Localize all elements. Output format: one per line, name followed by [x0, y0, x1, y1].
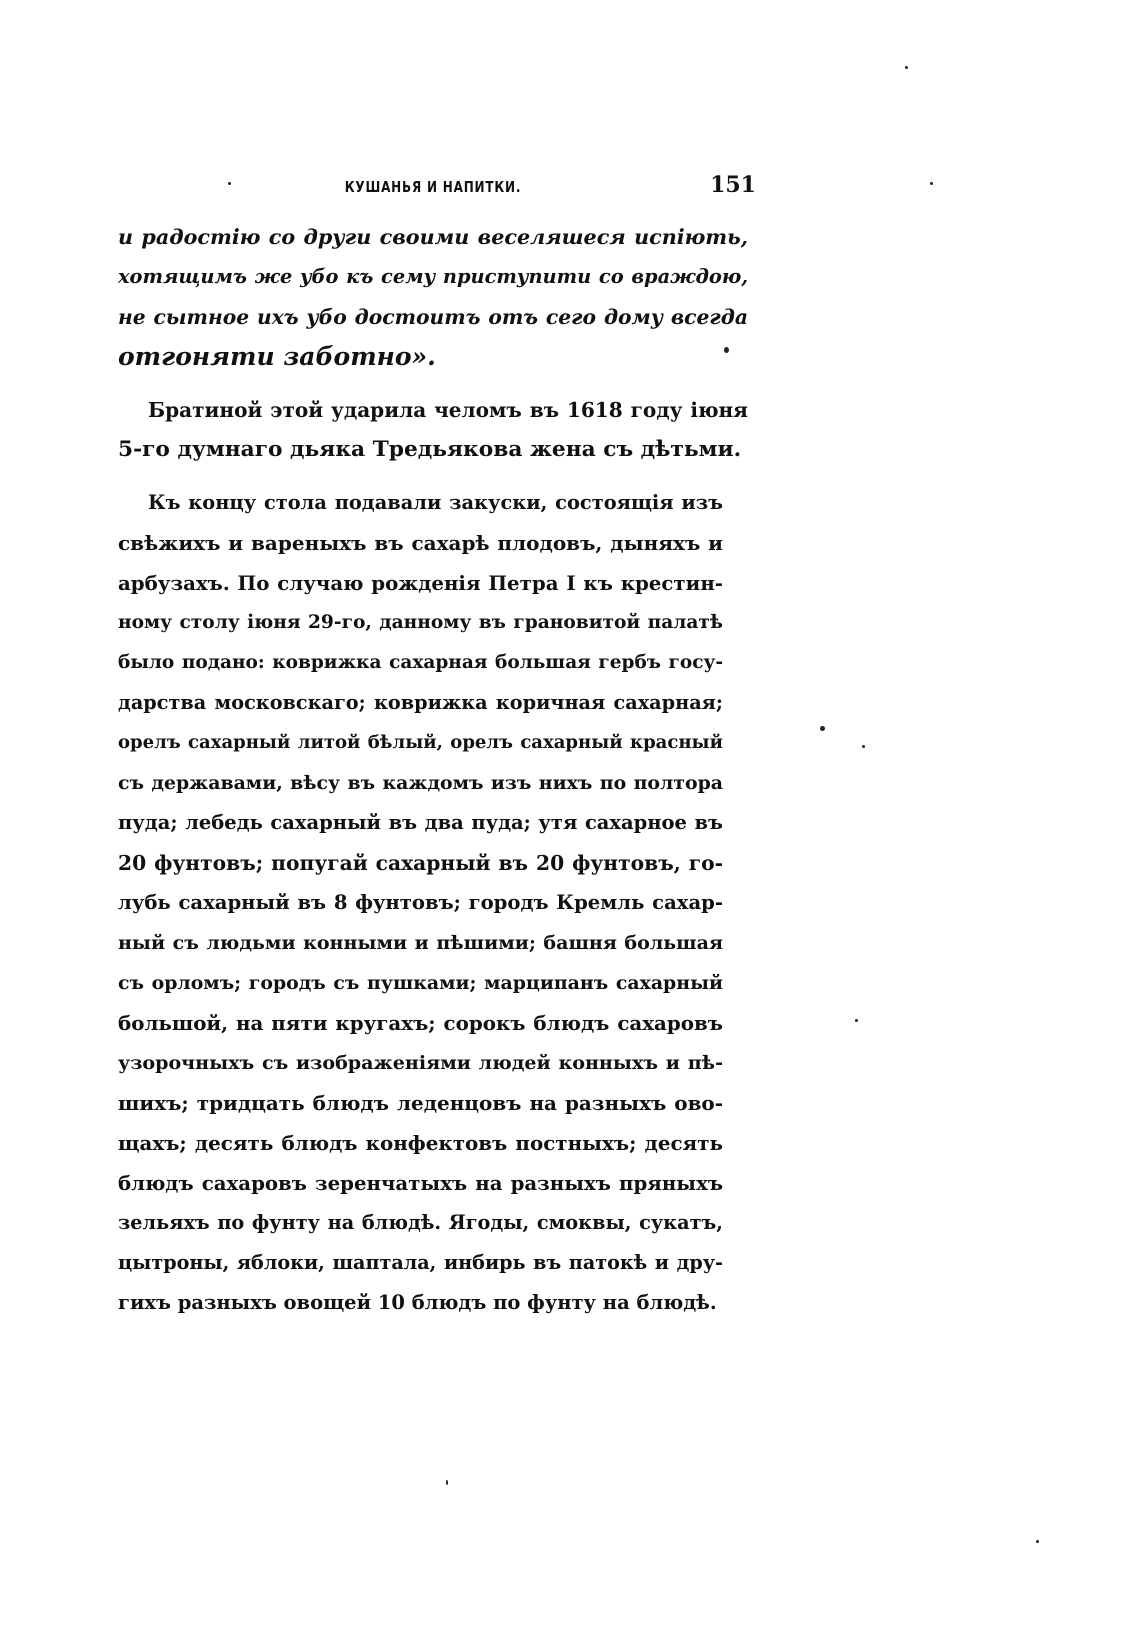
quote-block [118, 217, 748, 377]
text-line: отгоняти заботно». [118, 342, 436, 371]
text-line: ный съ людьми конными и пѣшими; башня большая [118, 932, 723, 954]
text-line: орелъ сахарный литой бѣлый, орелъ сахарный красный [118, 732, 723, 753]
page-number: 151 [710, 172, 756, 198]
text-line: Къ концу стола подавали закуски, состоящія изъ [148, 491, 723, 514]
text-line: зельяхъ по фунту на блюдѣ. Ягоды, смоквы, сукатъ, [118, 1211, 723, 1234]
text-line: не сытное ихъ убо достоитъ отъ сего дому всегда [118, 305, 748, 329]
running-head [110, 172, 756, 200]
text-line: съ державами, вѣсу въ каждомъ изъ нихъ по полтора [118, 772, 723, 794]
text-line: узорочныхъ съ изображеніями людей конныхъ и пѣ- [118, 1051, 723, 1074]
scan-speck [446, 1480, 448, 1485]
paragraph-bratina [118, 390, 748, 470]
running-title: КУШАНЬЯ И НАПИТКИ. [344, 178, 522, 196]
text-line: было подано: коврижка сахарная большая гербъ госу- [118, 652, 723, 673]
scan-speck [905, 66, 908, 69]
text-line: шихъ; тридцать блюдъ леденцовъ на разныхъ ово- [118, 1091, 723, 1115]
text-line: дарства московскаго; коврижка коричная сахарная; [118, 691, 723, 714]
scan-speck [855, 1019, 858, 1022]
text-line: съ орломъ; городъ съ пушками; марципанъ сахарный [118, 972, 723, 994]
text-line: цытроны, яблоки, шаптала, инбирь въ патокѣ и дру- [118, 1251, 723, 1274]
text-line: ному столу іюня 29-го, данному въ грановитой палатѣ [118, 612, 723, 633]
scan-speck [228, 182, 231, 185]
scan-speck [930, 182, 933, 185]
text-line: 20 фунтовъ; попугай сахарный въ 20 фунтовъ, го- [118, 851, 723, 875]
text-line: Братиной этой ударила челомъ въ 1618 году іюня [148, 398, 748, 422]
scan-speck [1036, 1540, 1039, 1543]
text-line: большой, на пяти кругахъ; сорокъ блюдъ сахаровъ [118, 1011, 723, 1035]
text-line: пуда; лебедь сахарный въ два пуда; утя сахарное въ [118, 811, 723, 834]
scan-speck [724, 347, 729, 353]
scan-speck [862, 745, 865, 748]
text-line: 5-го думнаго дьяка Тредьякова жена съ дѣтьми. [118, 437, 742, 462]
text-line: блюдъ сахаровъ зеренчатыхъ на разныхъ пряныхъ [118, 1171, 723, 1195]
text-line: хотящимъ же убо къ сему приступити со враждою, [118, 265, 748, 288]
text-line: лубь сахарный въ 8 фунтовъ; городъ Кремль сахар- [118, 891, 723, 914]
text-line: и радостію со други своими веселяшеся испіють, [118, 225, 748, 249]
text-line: арбузахъ. По случаю рожденія Петра I къ крестин- [118, 571, 723, 595]
text-line: щахъ; десять блюдъ конфектовъ постныхъ; десять [118, 1131, 723, 1155]
paragraph-zakuski [118, 483, 723, 1323]
text-line: свѣжихъ и вареныхъ въ сахарѣ плодовъ, дыняхъ и [118, 531, 723, 555]
text-line: гихъ разныхъ овощей 10 блюдъ по фунту на блюдѣ. [118, 1291, 717, 1314]
scan-speck [820, 726, 825, 731]
